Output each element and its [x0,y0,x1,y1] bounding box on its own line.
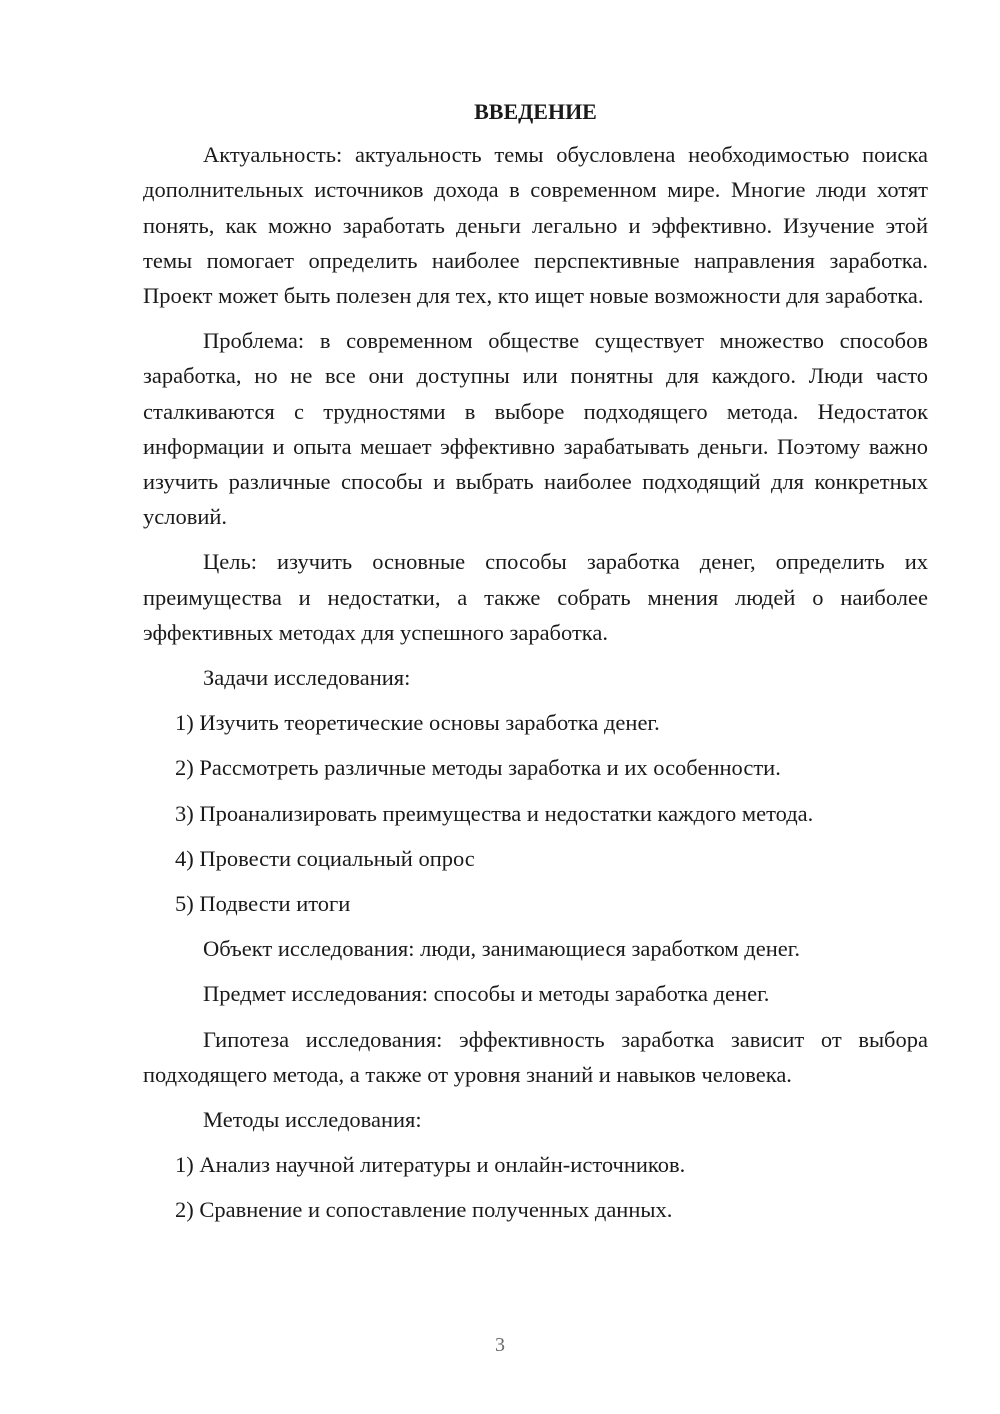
method-item: 1) Анализ научной литературы и онлайн-источников. [175,1152,686,1178]
methods-label: Методы исследования: [203,1107,422,1133]
goal-paragraph: Цель: изучить основные способы заработка денег, определить их преимущества и недостатки, а также собрать мнения людей о наиболее эффективных методах для успешного заработка. [143,549,928,645]
hypothesis-paragraph: Гипотеза исследования: эффективность заработка зависит от выбора подходящего метода, а также от уровня знаний и навыков человека. [143,1026,928,1087]
task-item: 3) Проанализировать преимущества и недостатки каждого метода. [175,800,814,826]
task-item: 1) Изучить теоретические основы заработка денег. [175,710,660,736]
relevance-paragraph: Актуальность: актуальность темы обусловлена необходимостью поиска дополнительных источников дохода в современном мире. Многие люди хотят понять, как можно заработать деньги легально и эффективно. Изучение этой темы помогает определить наиболее перспективные направления заработка. Проект может быть полезен для тех, кто ищет новые возможности для заработка. [143,142,928,309]
tasks-label: Задачи исследования: [203,665,411,691]
subject-line: Предмет исследования: способы и методы заработка денег. [203,981,770,1007]
method-item: 2) Сравнение и сопоставление полученных данных. [175,1197,673,1223]
page-number: 3 [495,1334,505,1356]
page-content [143,94,928,1238]
task-item: 5) Подвести итоги [175,891,351,917]
object-line: Объект исследования: люди, занимающиеся заработком денег. [203,936,801,962]
task-item: 4) Провести социальный опрос [175,845,475,871]
section-heading: ВВЕДЕНИЕ [474,99,597,124]
task-item: 2) Рассмотреть различные методы заработка и их особенности. [175,755,781,781]
problem-paragraph: Проблема: в современном обществе существует множество способов заработка, но не все они доступны или понятны для каждого. Люди часто сталкиваются с трудностями в выборе подходящего метода. Недостаток информации и опыта мешает эффективно зарабатывать деньги. Поэтому важно изучить различные способы и выбрать наиболее подходящий для конкретных условий. [143,328,928,530]
